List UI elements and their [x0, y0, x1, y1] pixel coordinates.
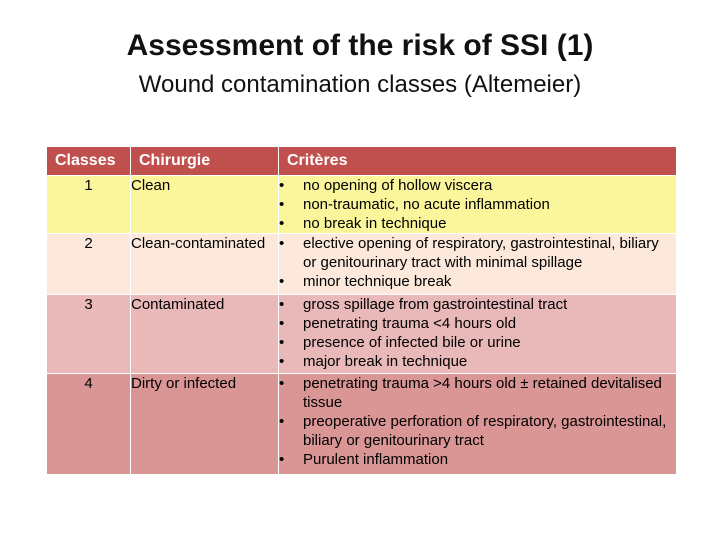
class-number: 4 — [47, 374, 131, 475]
table-row-class-4 — [47, 374, 677, 475]
slide-title: Assessment of the risk of SSI (1) — [126, 29, 594, 62]
criteria-cell — [279, 374, 677, 475]
surgery-type: Dirty or infected — [131, 374, 279, 475]
criteria-item: • presence of infected bile or urine — [279, 333, 676, 352]
criteria-item: • no break in technique — [279, 214, 676, 233]
criteria-item: • non-traumatic, no acute inflammation — [279, 195, 676, 214]
criteria-item: • no opening of hollow viscera — [279, 176, 676, 195]
criteria-item: • gross spillage from gastrointestinal tract — [279, 295, 676, 314]
surgery-type: Clean — [131, 176, 279, 234]
criteria-list — [279, 295, 676, 371]
criteria-item: • preoperative perforation of respiratory, gastrointestinal, biliary or genitourinary tract — [279, 412, 676, 450]
criteria-item: • penetrating trauma <4 hours old — [279, 314, 676, 333]
slide-subtitle: Wound contamination classes (Altemeier) — [138, 71, 582, 98]
criteria-cell — [279, 234, 677, 295]
header-classes: Classes — [47, 147, 131, 176]
contamination-classes-table — [46, 146, 677, 475]
criteria-list — [279, 176, 676, 233]
table-row-class-3 — [47, 295, 677, 374]
surgery-type: Clean-contaminated — [131, 234, 279, 295]
criteria-item: • elective opening of respiratory, gastrointestinal, biliary or genitourinary tract with minimal spillage — [279, 234, 676, 272]
criteria-list — [279, 234, 676, 291]
criteria-cell — [279, 295, 677, 374]
header-chirurgie: Chirurgie — [131, 147, 279, 176]
class-number: 2 — [47, 234, 131, 295]
criteria-item: • Purulent inflammation — [279, 450, 676, 469]
criteria-item: • penetrating trauma >4 hours old ± retained devitalised tissue — [279, 374, 676, 412]
criteria-item: • major break in technique — [279, 352, 676, 371]
table-header-row — [47, 147, 677, 176]
criteria-cell — [279, 176, 677, 234]
surgery-type: Contaminated — [131, 295, 279, 374]
table-row-class-2 — [47, 234, 677, 295]
header-criteres: Critères — [279, 147, 677, 176]
table-row-class-1 — [47, 176, 677, 234]
class-number: 3 — [47, 295, 131, 374]
class-number: 1 — [47, 176, 131, 234]
criteria-list — [279, 374, 676, 469]
criteria-item: • minor technique break — [279, 272, 676, 291]
